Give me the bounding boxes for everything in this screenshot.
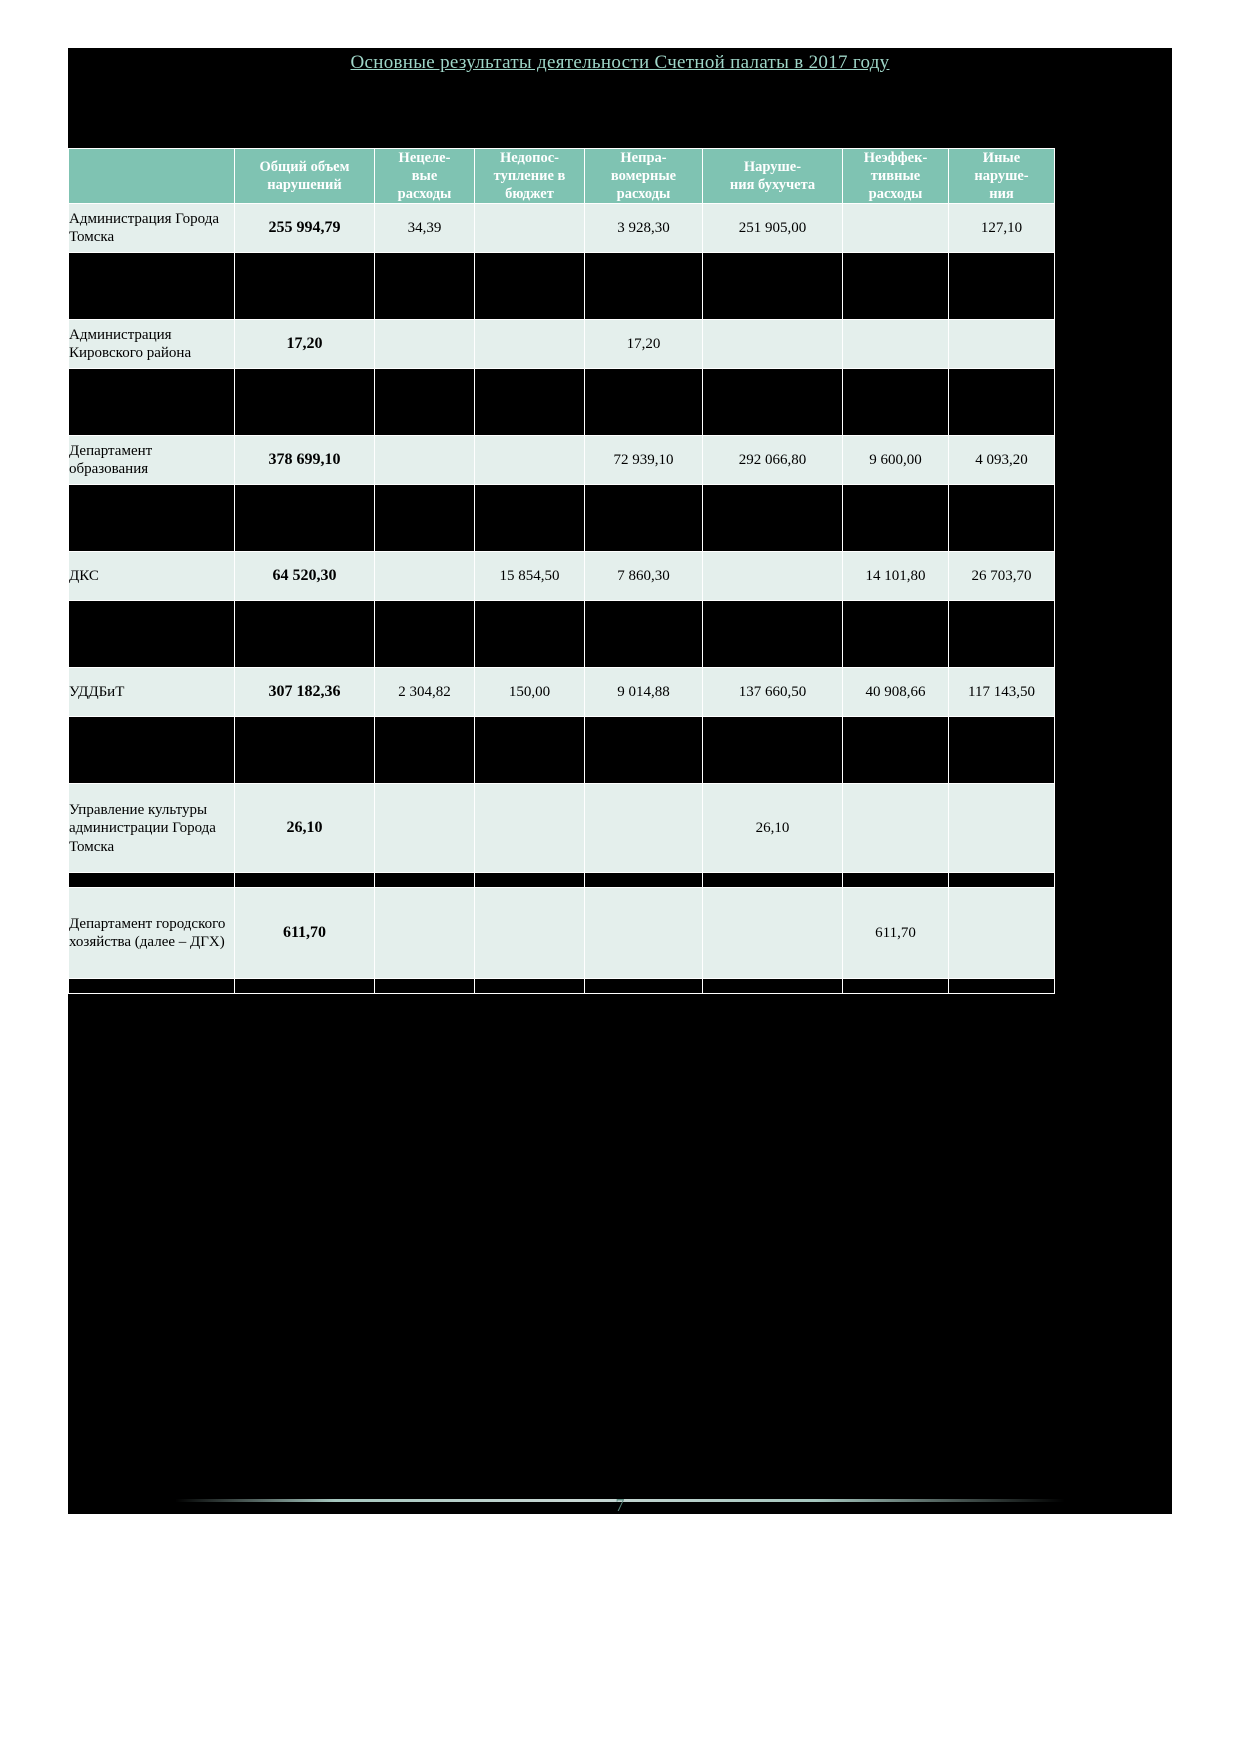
- row-entity-name: Управление культуры администрации Города Томска: [69, 784, 235, 873]
- column-header-misuse-line2: вые: [411, 168, 438, 185]
- row-other: 127,10: [949, 204, 1055, 253]
- table-header-row: [69, 149, 1055, 204]
- row-misuse: 34,39: [375, 204, 475, 253]
- spacer-cell: [475, 601, 585, 668]
- table-spacer-row: [69, 873, 1055, 888]
- column-header-total-line2: нарушений: [267, 177, 342, 194]
- column-header-other-line3: ния: [989, 186, 1014, 203]
- spacer-cell: [949, 369, 1055, 436]
- spacer-cell: [843, 717, 949, 784]
- row-accounting: [703, 320, 843, 369]
- row-total: 26,10: [235, 784, 375, 873]
- row-unlawful: 72 939,10: [585, 436, 703, 485]
- row-other: [949, 784, 1055, 873]
- table-spacer-row: [69, 253, 1055, 320]
- table-spacer-row: [69, 485, 1055, 552]
- spacer-cell: [843, 485, 949, 552]
- spacer-cell: [475, 979, 585, 994]
- row-total: 17,20: [235, 320, 375, 369]
- spacer-cell: [235, 485, 375, 552]
- row-entity-name: ДКС: [69, 552, 235, 601]
- column-header-misuse-line3: расходы: [397, 186, 452, 203]
- spacer-cell: [375, 253, 475, 320]
- spacer-cell: [235, 601, 375, 668]
- spacer-cell: [703, 717, 843, 784]
- row-misuse: [375, 552, 475, 601]
- column-header-accounting-line2: ния бухучета: [729, 177, 816, 194]
- row-ineffective: [843, 320, 949, 369]
- spacer-cell: [235, 979, 375, 994]
- spacer-cell: [585, 873, 703, 888]
- column-header-ineffective: [843, 149, 949, 204]
- table-row: [69, 436, 1055, 485]
- spacer-cell: [235, 369, 375, 436]
- spacer-cell: [585, 601, 703, 668]
- row-unlawful: [585, 784, 703, 873]
- row-unlawful: 7 860,30: [585, 552, 703, 601]
- column-header-total: [235, 149, 375, 204]
- spacer-cell: [375, 717, 475, 784]
- row-misuse: [375, 888, 475, 979]
- table-spacer-row: [69, 369, 1055, 436]
- column-header-ineffective-line2: тивные: [870, 168, 921, 185]
- spacer-cell: [69, 873, 235, 888]
- spacer-cell: [235, 253, 375, 320]
- column-header-total-line1: Общий объем: [259, 159, 350, 176]
- column-header-accounting-line1: Наруше-: [743, 159, 802, 176]
- row-entity-name: Администрация Кировского района: [69, 320, 235, 369]
- spacer-cell: [69, 253, 235, 320]
- spacer-cell: [69, 369, 235, 436]
- row-total: 64 520,30: [235, 552, 375, 601]
- table-row: [69, 668, 1055, 717]
- column-header-unlawful-line1: Непра-: [620, 150, 667, 166]
- spacer-cell: [585, 485, 703, 552]
- row-other: [949, 888, 1055, 979]
- spacer-cell: [949, 717, 1055, 784]
- spacer-cell: [949, 979, 1055, 994]
- table-row: [69, 320, 1055, 369]
- row-total: 307 182,36: [235, 668, 375, 717]
- row-accounting: 251 905,00: [703, 204, 843, 253]
- row-ineffective: 40 908,66: [843, 668, 949, 717]
- violations-table-container: [68, 148, 1054, 994]
- row-accounting: 26,10: [703, 784, 843, 873]
- column-header-unlawful: [585, 149, 703, 204]
- row-entity-name: Департамент городского хозяйства (далее – ДГХ): [69, 888, 235, 979]
- row-misuse: [375, 436, 475, 485]
- column-header-misuse: [375, 149, 475, 204]
- row-other: 117 143,50: [949, 668, 1055, 717]
- spacer-cell: [843, 253, 949, 320]
- column-header-unlawful-line3: расходы: [616, 186, 671, 203]
- table-row: [69, 784, 1055, 873]
- spacer-cell: [375, 601, 475, 668]
- spacer-cell: [703, 253, 843, 320]
- page-number: 7: [615, 1495, 625, 1515]
- spacer-cell: [69, 485, 235, 552]
- column-header-ineffective-line3: расходы: [868, 186, 923, 203]
- spacer-cell: [375, 369, 475, 436]
- row-shortfall: [475, 204, 585, 253]
- column-header-shortfall-line1: Недопос-: [500, 150, 559, 166]
- column-header-misuse-line1: Нецеле-: [398, 150, 451, 166]
- table-body: [69, 204, 1055, 994]
- row-entity-name: Департамент образования: [69, 436, 235, 485]
- spacer-cell: [375, 979, 475, 994]
- spacer-cell: [949, 485, 1055, 552]
- spacer-cell: [703, 873, 843, 888]
- spacer-cell: [69, 717, 235, 784]
- row-accounting: 137 660,50: [703, 668, 843, 717]
- table-spacer-row: [69, 601, 1055, 668]
- row-shortfall: [475, 888, 585, 979]
- spacer-cell: [843, 369, 949, 436]
- row-shortfall: [475, 784, 585, 873]
- spacer-cell: [585, 253, 703, 320]
- spacer-cell: [843, 601, 949, 668]
- row-misuse: [375, 784, 475, 873]
- row-ineffective: 14 101,80: [843, 552, 949, 601]
- spacer-cell: [585, 717, 703, 784]
- spacer-cell: [585, 979, 703, 994]
- spacer-cell: [949, 253, 1055, 320]
- row-ineffective: 611,70: [843, 888, 949, 979]
- row-entity-name: Администрация Города Томска: [69, 204, 235, 253]
- row-shortfall: 15 854,50: [475, 552, 585, 601]
- row-ineffective: [843, 204, 949, 253]
- page-header-title: Основные результаты деятельности Счетной палаты в 2017 году: [350, 52, 890, 73]
- column-header-entity: [69, 149, 235, 204]
- spacer-cell: [703, 601, 843, 668]
- row-accounting: 292 066,80: [703, 436, 843, 485]
- spacer-cell: [475, 485, 585, 552]
- violations-table: [68, 148, 1055, 994]
- table-header: [69, 149, 1055, 204]
- row-shortfall: 150,00: [475, 668, 585, 717]
- spacer-cell: [843, 979, 949, 994]
- row-unlawful: 9 014,88: [585, 668, 703, 717]
- spacer-cell: [703, 369, 843, 436]
- table-row: [69, 204, 1055, 253]
- row-total: 611,70: [235, 888, 375, 979]
- column-header-accounting: [703, 149, 843, 204]
- row-other: 26 703,70: [949, 552, 1055, 601]
- row-shortfall: [475, 436, 585, 485]
- row-accounting: [703, 888, 843, 979]
- row-ineffective: [843, 784, 949, 873]
- spacer-cell: [69, 601, 235, 668]
- spacer-cell: [235, 717, 375, 784]
- row-shortfall: [475, 320, 585, 369]
- column-header-other: [949, 149, 1055, 204]
- spacer-cell: [475, 873, 585, 888]
- spacer-cell: [375, 485, 475, 552]
- spacer-cell: [235, 873, 375, 888]
- spacer-cell: [843, 873, 949, 888]
- table-spacer-row: [69, 717, 1055, 784]
- spacer-cell: [703, 485, 843, 552]
- column-header-shortfall: [475, 149, 585, 204]
- row-misuse: [375, 320, 475, 369]
- spacer-cell: [949, 601, 1055, 668]
- spacer-cell: [475, 369, 585, 436]
- column-header-ineffective-line1: Неэффек-: [863, 150, 928, 166]
- row-other: 4 093,20: [949, 436, 1055, 485]
- table-spacer-row: [69, 979, 1055, 994]
- row-total: 255 994,79: [235, 204, 375, 253]
- table-row: [69, 888, 1055, 979]
- row-accounting: [703, 552, 843, 601]
- spacer-cell: [475, 253, 585, 320]
- row-entity-name: УДДБиТ: [69, 668, 235, 717]
- spacer-cell: [585, 369, 703, 436]
- row-misuse: 2 304,82: [375, 668, 475, 717]
- row-other: [949, 320, 1055, 369]
- row-total: 378 699,10: [235, 436, 375, 485]
- row-unlawful: 17,20: [585, 320, 703, 369]
- spacer-cell: [375, 873, 475, 888]
- spacer-cell: [703, 979, 843, 994]
- spacer-cell: [475, 717, 585, 784]
- column-header-shortfall-line3: бюджет: [505, 186, 554, 203]
- row-unlawful: [585, 888, 703, 979]
- table-row: [69, 552, 1055, 601]
- spacer-cell: [949, 873, 1055, 888]
- column-header-other-line2: наруше-: [974, 168, 1029, 185]
- spacer-cell: [69, 979, 235, 994]
- column-header-unlawful-line2: вомерные: [610, 168, 677, 185]
- column-header-other-line1: Иные: [982, 150, 1021, 166]
- column-header-shortfall-line2: тупление в: [493, 168, 566, 185]
- row-ineffective: 9 600,00: [843, 436, 949, 485]
- row-unlawful: 3 928,30: [585, 204, 703, 253]
